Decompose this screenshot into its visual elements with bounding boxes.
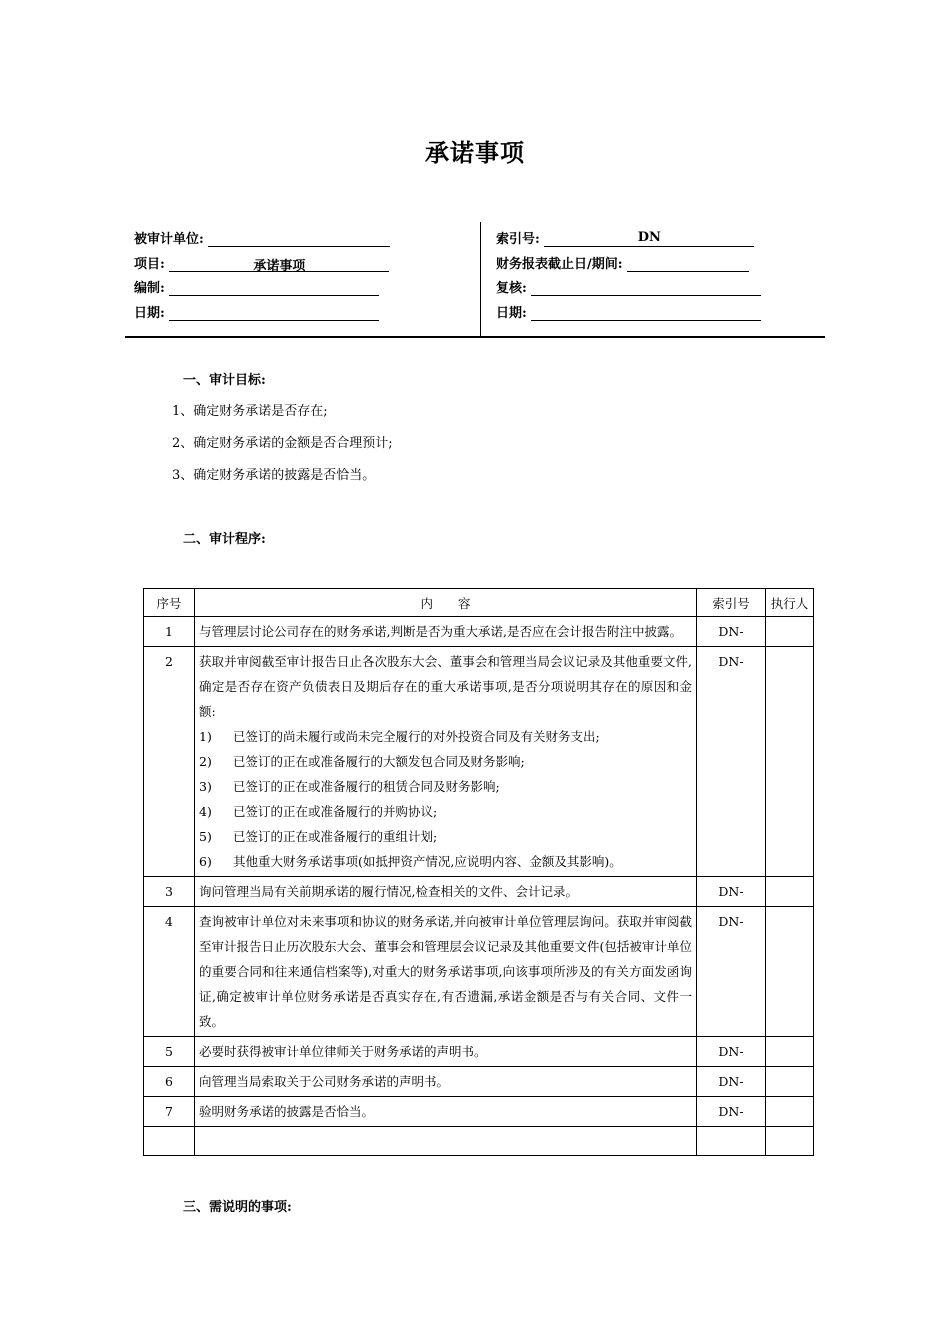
row-content: 必要时获得被审计单位律师关于财务承诺的声明书。 [199,1044,487,1059]
header-field-period: 财务报表截止日/期间: [496,253,749,272]
table-row [144,907,814,1037]
header-field-date-right: 日期: [496,302,761,321]
table-row [144,1037,814,1067]
header-field-audited-unit: 被审计单位: [134,228,390,247]
preparer-field[interactable] [169,279,379,296]
section-notes-heading: 三、需说明的事项: [183,1200,292,1215]
objective-item: 1、确定财务承诺是否存在; [172,404,328,419]
period-field[interactable] [627,255,749,272]
table-header-row [144,589,814,617]
header-block [125,222,825,338]
row-executor-cell[interactable] [766,877,814,907]
header-field-project: 项目: 承诺事项 [134,253,389,272]
row-content: 验明财务承诺的披露是否恰当。 [199,1104,375,1119]
column-header-index: 索引号 [697,589,766,617]
table-row [144,1067,814,1097]
row-index: DN- [718,1044,744,1059]
section-audit-objectives-heading: 一、审计目标: [183,373,266,388]
row-index: DN- [718,1074,744,1089]
row-index: DN- [718,884,744,899]
header-divider [480,222,481,336]
row-executor-cell[interactable] [766,1097,814,1127]
row-index: DN- [718,914,744,929]
procedures-table [143,588,814,1156]
header-field-reviewer: 复核: [496,277,761,296]
row-number: 6 [165,1074,173,1089]
row-number: 1 [165,624,173,639]
row-content: 询问管理当局有关前期承诺的履行情况,检查相关的文件、会计记录。 [199,884,578,899]
row-executor-cell[interactable] [766,647,814,877]
column-header-content: 内 容 [195,589,697,617]
objective-item: 2、确定财务承诺的金额是否合理预计; [172,436,393,451]
row-number: 3 [165,884,173,899]
row-executor-cell[interactable] [766,1067,814,1097]
header-field-date-left: 日期: [134,302,379,321]
row-content: 向管理当局索取关于公司财务承诺的声明书。 [199,1074,450,1089]
reviewer-field[interactable] [531,279,761,296]
sub-item: 6) 其他重大财务承诺事项(如抵押资产情况,应说明内容、金额及其影响)。 [199,854,622,869]
row-number: 5 [165,1044,173,1059]
date-field-left[interactable] [169,304,379,321]
page-title: 承诺事项 [425,138,525,167]
column-header-executor: 执行人 [766,589,814,617]
date-field-right[interactable] [531,304,761,321]
audited-unit-field[interactable] [208,230,390,247]
table-row-empty [144,1127,814,1156]
row-executor-cell[interactable] [766,907,814,1037]
row-index: DN- [718,1104,744,1119]
table-row [144,877,814,907]
sub-item: 2) 已签订的正在或准备履行的大额发包合同及财务影响; [199,754,525,769]
row-content: 与管理层讨论公司存在的财务承诺,判断是否为重大承诺,是否应在会计报告附注中披露。 [199,624,682,639]
sub-item: 5) 已签订的正在或准备履行的重组计划; [199,829,438,844]
column-header-no: 序号 [144,589,195,617]
row-number: 4 [165,914,173,929]
section-audit-procedures-heading: 二、审计程序: [183,532,266,547]
row-number: 2 [165,654,173,669]
sub-item: 3) 已签订的正在或准备履行的租赁合同及财务影响; [199,779,500,794]
row-executor-cell[interactable] [766,617,814,647]
header-field-index: 索引号: DN [496,228,754,247]
objective-item: 3、确定财务承诺的披露是否恰当。 [172,468,376,483]
project-field[interactable]: 承诺事项 [169,255,389,272]
row-index: DN- [718,624,744,639]
sub-item: 4) 已签订的正在或准备履行的并购协议; [199,804,438,819]
row-content: 获取并审阅截至审计报告日止各次股东大会、董事会和管理当局会议记录及其他重要文件,确定是否存在资产负债表日及期后存在的重大承诺事项,是否分项说明其存在的原因和金额: 1) 已签订的尚未履行或尚未完全履行的对外投资合同及有关财务支出; 2) 已签订的正在或准备履行的大额发包合同及财务影响; 3) 已签订的正在或准备履行的租赁合同及财务影响; 4) 已签订的正在或准备履行的并购协议; 5) 已签订的正在或准备履行的重组计划; 6) 其他重大财务承诺事项(如抵押资产情况,应说明内容、金额及其影响)。 [195,647,696,876]
row-executor-cell[interactable] [766,1037,814,1067]
row-content: 查询被审计单位对未来事项和协议的财务承诺,并向被审计单位管理层询问。获取并审阅截至审计报告日止历次股东大会、董事会和管理层会议记录及其他重要文件(包括被审计单位的重要合同和往来通信档案等),对重大的财务承诺事项,向该事项所涉及的有关方面发函询证,确定被审计单位财务承诺是否真实存在,有否遗漏,承诺金额是否与有关合同、文件一致。 [199,914,692,1029]
table-row [144,1097,814,1127]
header-field-preparer: 编制: [134,277,379,296]
sub-item: 1) 已签订的尚未履行或尚未完全履行的对外投资合同及有关财务支出; [199,729,600,744]
row-index: DN- [718,654,744,669]
table-row [144,617,814,647]
index-field[interactable]: DN [544,230,754,247]
row-number: 7 [165,1104,173,1119]
table-row [144,647,814,877]
